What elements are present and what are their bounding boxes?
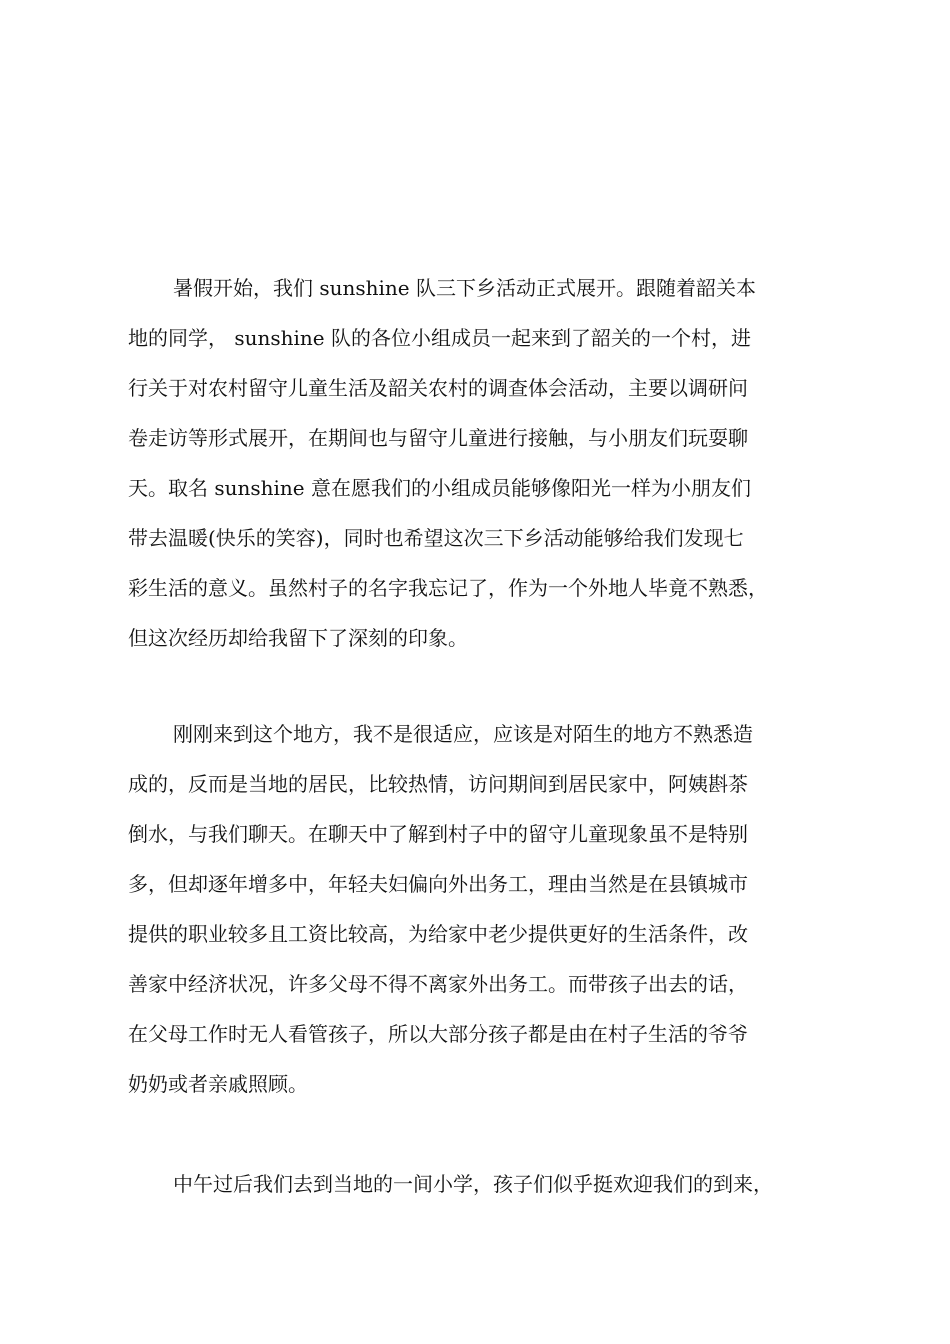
paragraph-line: 刚刚来到这个地方，我不是很适应，应该是对陌生的地方不熟悉造	[173, 722, 753, 746]
paragraph-line: 卷走访等形式展开，在期间也与留守儿童进行接触，与小朋友们玩耍聊	[128, 426, 748, 450]
paragraph-3	[128, 1159, 828, 1209]
paragraph-line: 多，但却逐年增多中，年轻夫妇偏向外出务工，理由当然是在县镇城市	[128, 872, 748, 896]
paragraph-line: 中午过后我们去到当地的一间小学，孩子们似乎挺欢迎我们的到来，	[173, 1172, 773, 1196]
paragraph-line: 在父母工作时无人看管孩子，所以大部分孩子都是由在村子生活的爷爷	[128, 1022, 748, 1046]
paragraph-line: 善家中经济状况，许多父母不得不离家外出务工。而带孩子出去的话，	[128, 972, 748, 996]
paragraph-line: 彩生活的意义。虽然村子的名字我忘记了，作为一个外地人毕竟不熟悉，	[128, 576, 768, 600]
paragraph-line: 行关于对农村留守儿童生活及韶关农村的调查体会活动，主要以调研问	[128, 376, 748, 400]
paragraph-line: 成的，反而是当地的居民，比较热情，访问期间到居民家中，阿姨斟茶	[128, 772, 748, 796]
paragraph-line: 奶奶或者亲戚照顾。	[128, 1072, 308, 1096]
paragraph-line: 但这次经历却给我留下了深刻的印象。	[128, 626, 468, 650]
paragraph-line: 带去温暖(快乐的笑容)，同时也希望这次三下乡活动能够给我们发现七	[128, 526, 744, 550]
paragraph-2	[128, 709, 828, 1109]
paragraph-line: 提供的职业较多且工资比较高，为给家中老少提供更好的生活条件，改	[128, 922, 748, 946]
paragraph-line: 倒水，与我们聊天。在聊天中了解到村子中的留守儿童现象虽不是特别	[128, 822, 748, 846]
paragraph-line: 地的同学， sunshine 队的各位小组成员一起来到了韶关的一个村，进	[128, 326, 751, 350]
paragraph-line: 暑假开始，我们 sunshine 队三下乡活动正式展开。跟随着韶关本	[173, 276, 756, 300]
paragraph-1	[128, 263, 828, 663]
paragraph-line: 天。取名 sunshine 意在愿我们的小组成员能够像阳光一样为小朋友们	[128, 476, 751, 500]
